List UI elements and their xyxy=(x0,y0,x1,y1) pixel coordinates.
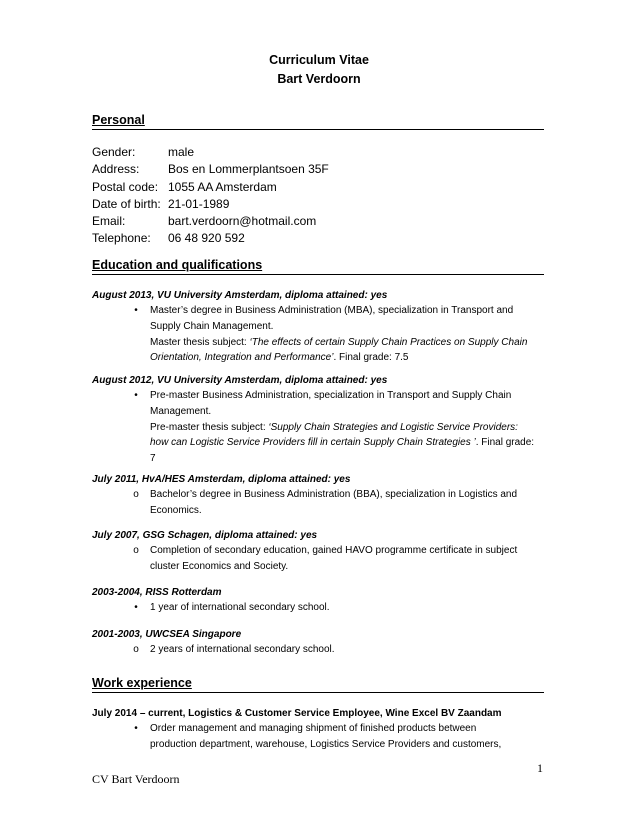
item-line: Pre-master Business Administration, specialization in Transport and Supply Chain xyxy=(150,390,512,401)
item-line: cluster Economics and Society. xyxy=(150,560,289,572)
section-heading-personal: Personal xyxy=(92,113,544,130)
info-value: 21-01-1989 xyxy=(168,196,230,211)
bullet-marker: • xyxy=(134,602,138,613)
item-line: Master’s degree in Business Administration (MBA), specialization in Transport and xyxy=(150,305,514,316)
info-row-dob xyxy=(92,196,329,213)
section-heading-education: Education and qualifications xyxy=(92,258,544,275)
candidate-name: Bart Verdoorn xyxy=(277,72,361,86)
info-row-gender xyxy=(92,144,329,161)
bullet-marker: • xyxy=(134,723,138,734)
item-line: Completion of secondary education, gained HAVO programme certificate in subject xyxy=(150,545,518,556)
item-line: Supply Chain Management. xyxy=(150,320,274,332)
info-label: Email: xyxy=(92,214,126,229)
info-label: Gender: xyxy=(92,145,136,159)
info-label: Postal code: xyxy=(92,179,159,194)
item-line: Bachelor’s degree in Business Administration (BBA), specialization in Logistics and xyxy=(150,489,518,500)
bullet-marker: o xyxy=(133,545,139,556)
item-line: 1 year of international secondary school. xyxy=(150,602,330,613)
item-line: Pre-master thesis subject: ‘Supply Chain Strategies and Logistic Service Providers: xyxy=(150,421,518,433)
personal-info xyxy=(92,144,329,248)
item-line: how can Logistic Service Providers fill in certain Supply Chain Strategies ’. Final grade: xyxy=(150,437,535,449)
bullet-marker: • xyxy=(134,305,138,316)
info-row-postal xyxy=(92,179,329,196)
info-row-phone xyxy=(92,230,329,247)
item-line: Order management and managing shipment of finished products between xyxy=(150,723,477,734)
info-label: Address: xyxy=(92,162,140,177)
entry-heading: 2001-2003, UWCSEA Singapore xyxy=(92,629,242,640)
document-title: Curriculum Vitae xyxy=(269,53,369,67)
info-label: Telephone: xyxy=(92,231,151,246)
info-label: Date of birth: xyxy=(92,196,161,211)
section-heading-work: Work experience xyxy=(92,676,544,693)
entry-heading: July 2014 – current, Logistics & Customer Service Employee, Wine Excel BV Zaandam xyxy=(92,708,502,719)
info-value: 06 48 920 592 xyxy=(168,231,245,246)
item-line: Orientation, Integration and Performance’. Final grade: 7.5 xyxy=(150,352,409,364)
page-number: 1 xyxy=(537,761,543,775)
item-line: 2 years of international secondary school. xyxy=(150,644,335,655)
item-line: 7 xyxy=(150,453,156,465)
entry-heading: 2003-2004, RISS Rotterdam xyxy=(92,587,222,598)
info-value: bart.verdoorn@hotmail.com xyxy=(168,214,317,229)
item-line: Management. xyxy=(150,405,212,417)
info-row-address xyxy=(92,161,329,178)
entry-heading: August 2013, VU University Amsterdam, diploma attained: yes xyxy=(92,290,388,301)
entry-heading: July 2007, GSG Schagen, diploma attained: yes xyxy=(92,530,318,541)
entry-heading: August 2012, VU University Amsterdam, diploma attained: yes xyxy=(92,375,388,386)
bullet-marker: • xyxy=(134,390,138,401)
info-value: male xyxy=(168,145,195,159)
entry-heading: July 2011, HvA/HES Amsterdam, diploma attained: yes xyxy=(92,474,351,485)
item-line: Master thesis subject: ‘The effects of certain Supply Chain Practices on Supply Chain xyxy=(150,336,528,348)
info-value: Bos en Lommerplantsoen 35F xyxy=(168,162,329,177)
info-row-email xyxy=(92,213,329,230)
item-line: Economics. xyxy=(150,504,202,516)
page-footer: CV Bart Verdoorn xyxy=(92,772,180,786)
info-value: 1055 AA Amsterdam xyxy=(168,179,277,194)
bullet-marker: o xyxy=(133,644,139,655)
bullet-marker: o xyxy=(133,489,139,500)
item-line: production department, warehouse, Logistics Service Providers and customers, xyxy=(150,738,502,750)
